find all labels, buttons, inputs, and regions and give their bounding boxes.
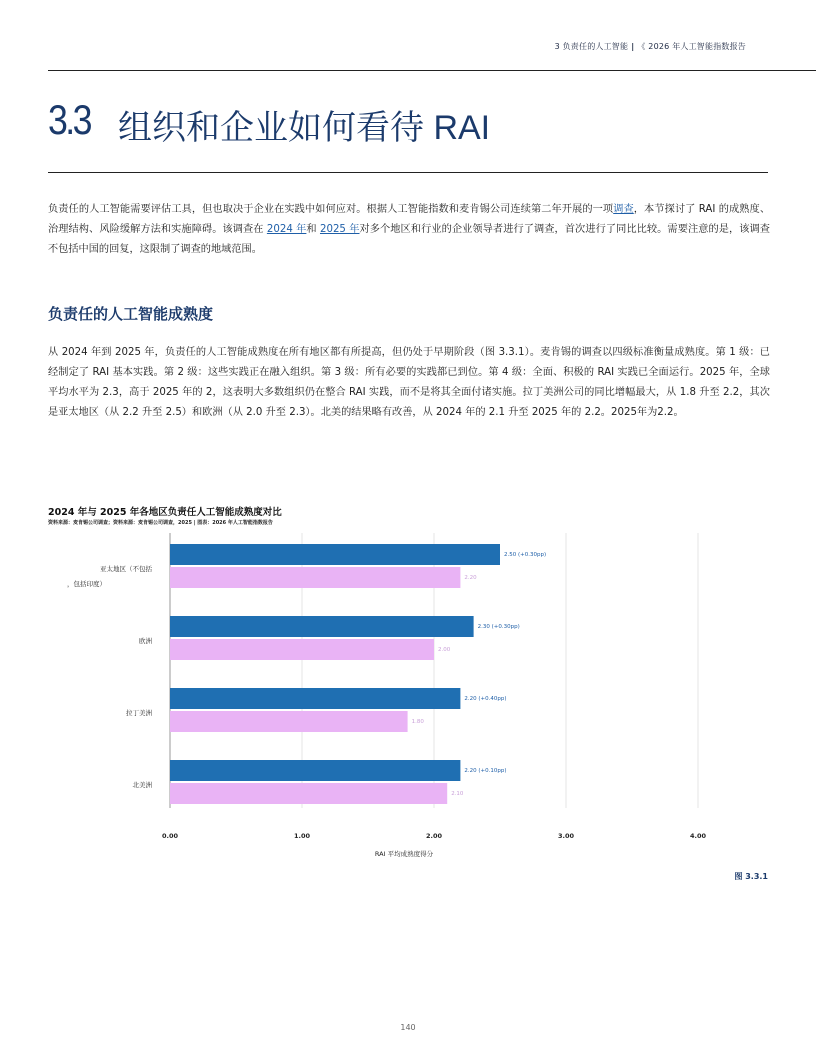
intro-paragraph <box>48 200 770 260</box>
bar-2024 <box>170 783 447 804</box>
subheading: 负责任的人工智能成熟度 <box>48 305 214 323</box>
intro-text-2: ，本节探讨了 RAI 的成熟度、治理结构、风险缓解方法和实施障碍。该调查在 <box>48 204 771 235</box>
bar-2024 <box>170 711 408 732</box>
bar-2025 <box>170 616 474 637</box>
x-tick-label: 3.00 <box>557 832 575 840</box>
top-divider <box>48 70 816 71</box>
bar-2024 <box>170 639 434 660</box>
data-label-2024: 2.10 <box>451 791 464 797</box>
data-label-2024: 2.20 <box>464 575 477 581</box>
data-label-2025: 2.50 (+0.30pp) <box>504 552 547 558</box>
intro-text-1: 负责任的人工智能需要评估工具，但也取决于企业在实践中如何应对。根据人工智能指数和麦肯锡公司连续第二年开展的一项 <box>48 204 614 215</box>
category-label: 亚太地区（不包括 <box>100 565 152 573</box>
page-number: 140 <box>400 1023 416 1032</box>
category-label: 欧洲 <box>139 637 152 645</box>
category-label: 拉丁美洲 <box>126 709 152 717</box>
bar-2025 <box>170 544 500 565</box>
figure-label: 图 3.3.1 <box>734 872 768 881</box>
category-label-line2: ，包括印度） <box>67 580 106 588</box>
body-paragraph: 从 2024 年到 2025 年，负责任的人工智能成熟度在所有地区都有所提高，但仍处于早期阶段（图 3.3.1）。麦肯锡的调查以四级标准衡量成熟度。第 1 级：已经制定了 RAI 基本实践。第 2 级：这些实践正在融入组织。第 3 级：所有必要的实践都已到位。第 4 级：全面、积极的 RAI 实践已全面运行。2025 年，全球平均水平为 2.3，高于 2025 年的 2，这表明大多数组织仍在整合 RAI 实践，而不是将其全面付诸实施。拉丁美洲公司的同比增幅最大，从 1.8 升至 2.2，其次是亚太地区（从 2.2 升至 2.5）和欧洲（从 2.0 升至 2.3）。北美的结果略有改善，从 2024 年的 2.1 升至 2025 年的 2.2。2025年为2.2。 <box>48 347 770 418</box>
data-label-2024: 1.80 <box>411 719 424 725</box>
x-tick-label: 4.00 <box>689 832 707 840</box>
section-number: 3.3 <box>48 96 90 143</box>
header-chapter: 3 负责任的人工智能 <box>554 42 629 51</box>
x-tick-label: 1.00 <box>293 832 311 840</box>
bar-2025 <box>170 760 460 781</box>
data-label-2025: 2.20 (+0.10pp) <box>464 768 507 774</box>
x-tick-label: 0.00 <box>161 832 179 840</box>
survey-link[interactable]: 调查 <box>613 204 634 215</box>
data-label-2024: 2.00 <box>438 647 451 653</box>
section-divider <box>48 172 768 173</box>
link-2024[interactable]: 2024 年 <box>266 224 307 235</box>
bar-2025 <box>170 688 460 709</box>
running-header <box>555 41 746 52</box>
x-tick-label: 2.00 <box>425 832 443 840</box>
header-separator: | <box>631 42 635 51</box>
section-title: 组织和企业如何看待 RAI <box>118 109 491 147</box>
header-report: 《 2026 年人工智能指数报告 <box>637 42 746 51</box>
intro-text-4: 对多个地区和行业的企业领导者进行了调查，首次进行了同比比较。需要注意的是，该调查不包括中国的回复，这限制了调查的地域范围。 <box>48 224 770 255</box>
maturity-bar-chart <box>0 528 816 868</box>
link-2025[interactable]: 2025 年 <box>319 224 360 235</box>
data-label-2025: 2.30 (+0.30pp) <box>477 624 520 630</box>
intro-text-3: 和 <box>306 224 320 235</box>
data-label-2025: 2.20 (+0.40pp) <box>464 696 507 702</box>
chart-title: 2024 年与 2025 年各地区负责任人工智能成熟度对比 <box>48 507 282 518</box>
x-axis-label: RAI 平均成熟度得分 <box>374 850 434 858</box>
category-label: 北美洲 <box>132 781 152 789</box>
chart-source: 资料来源：麦肯锡公司调查；资料来源：麦肯锡公司调查，2025 | 图表：2026 年人工智能指数报告 <box>48 520 273 526</box>
bar-2024 <box>170 567 460 588</box>
